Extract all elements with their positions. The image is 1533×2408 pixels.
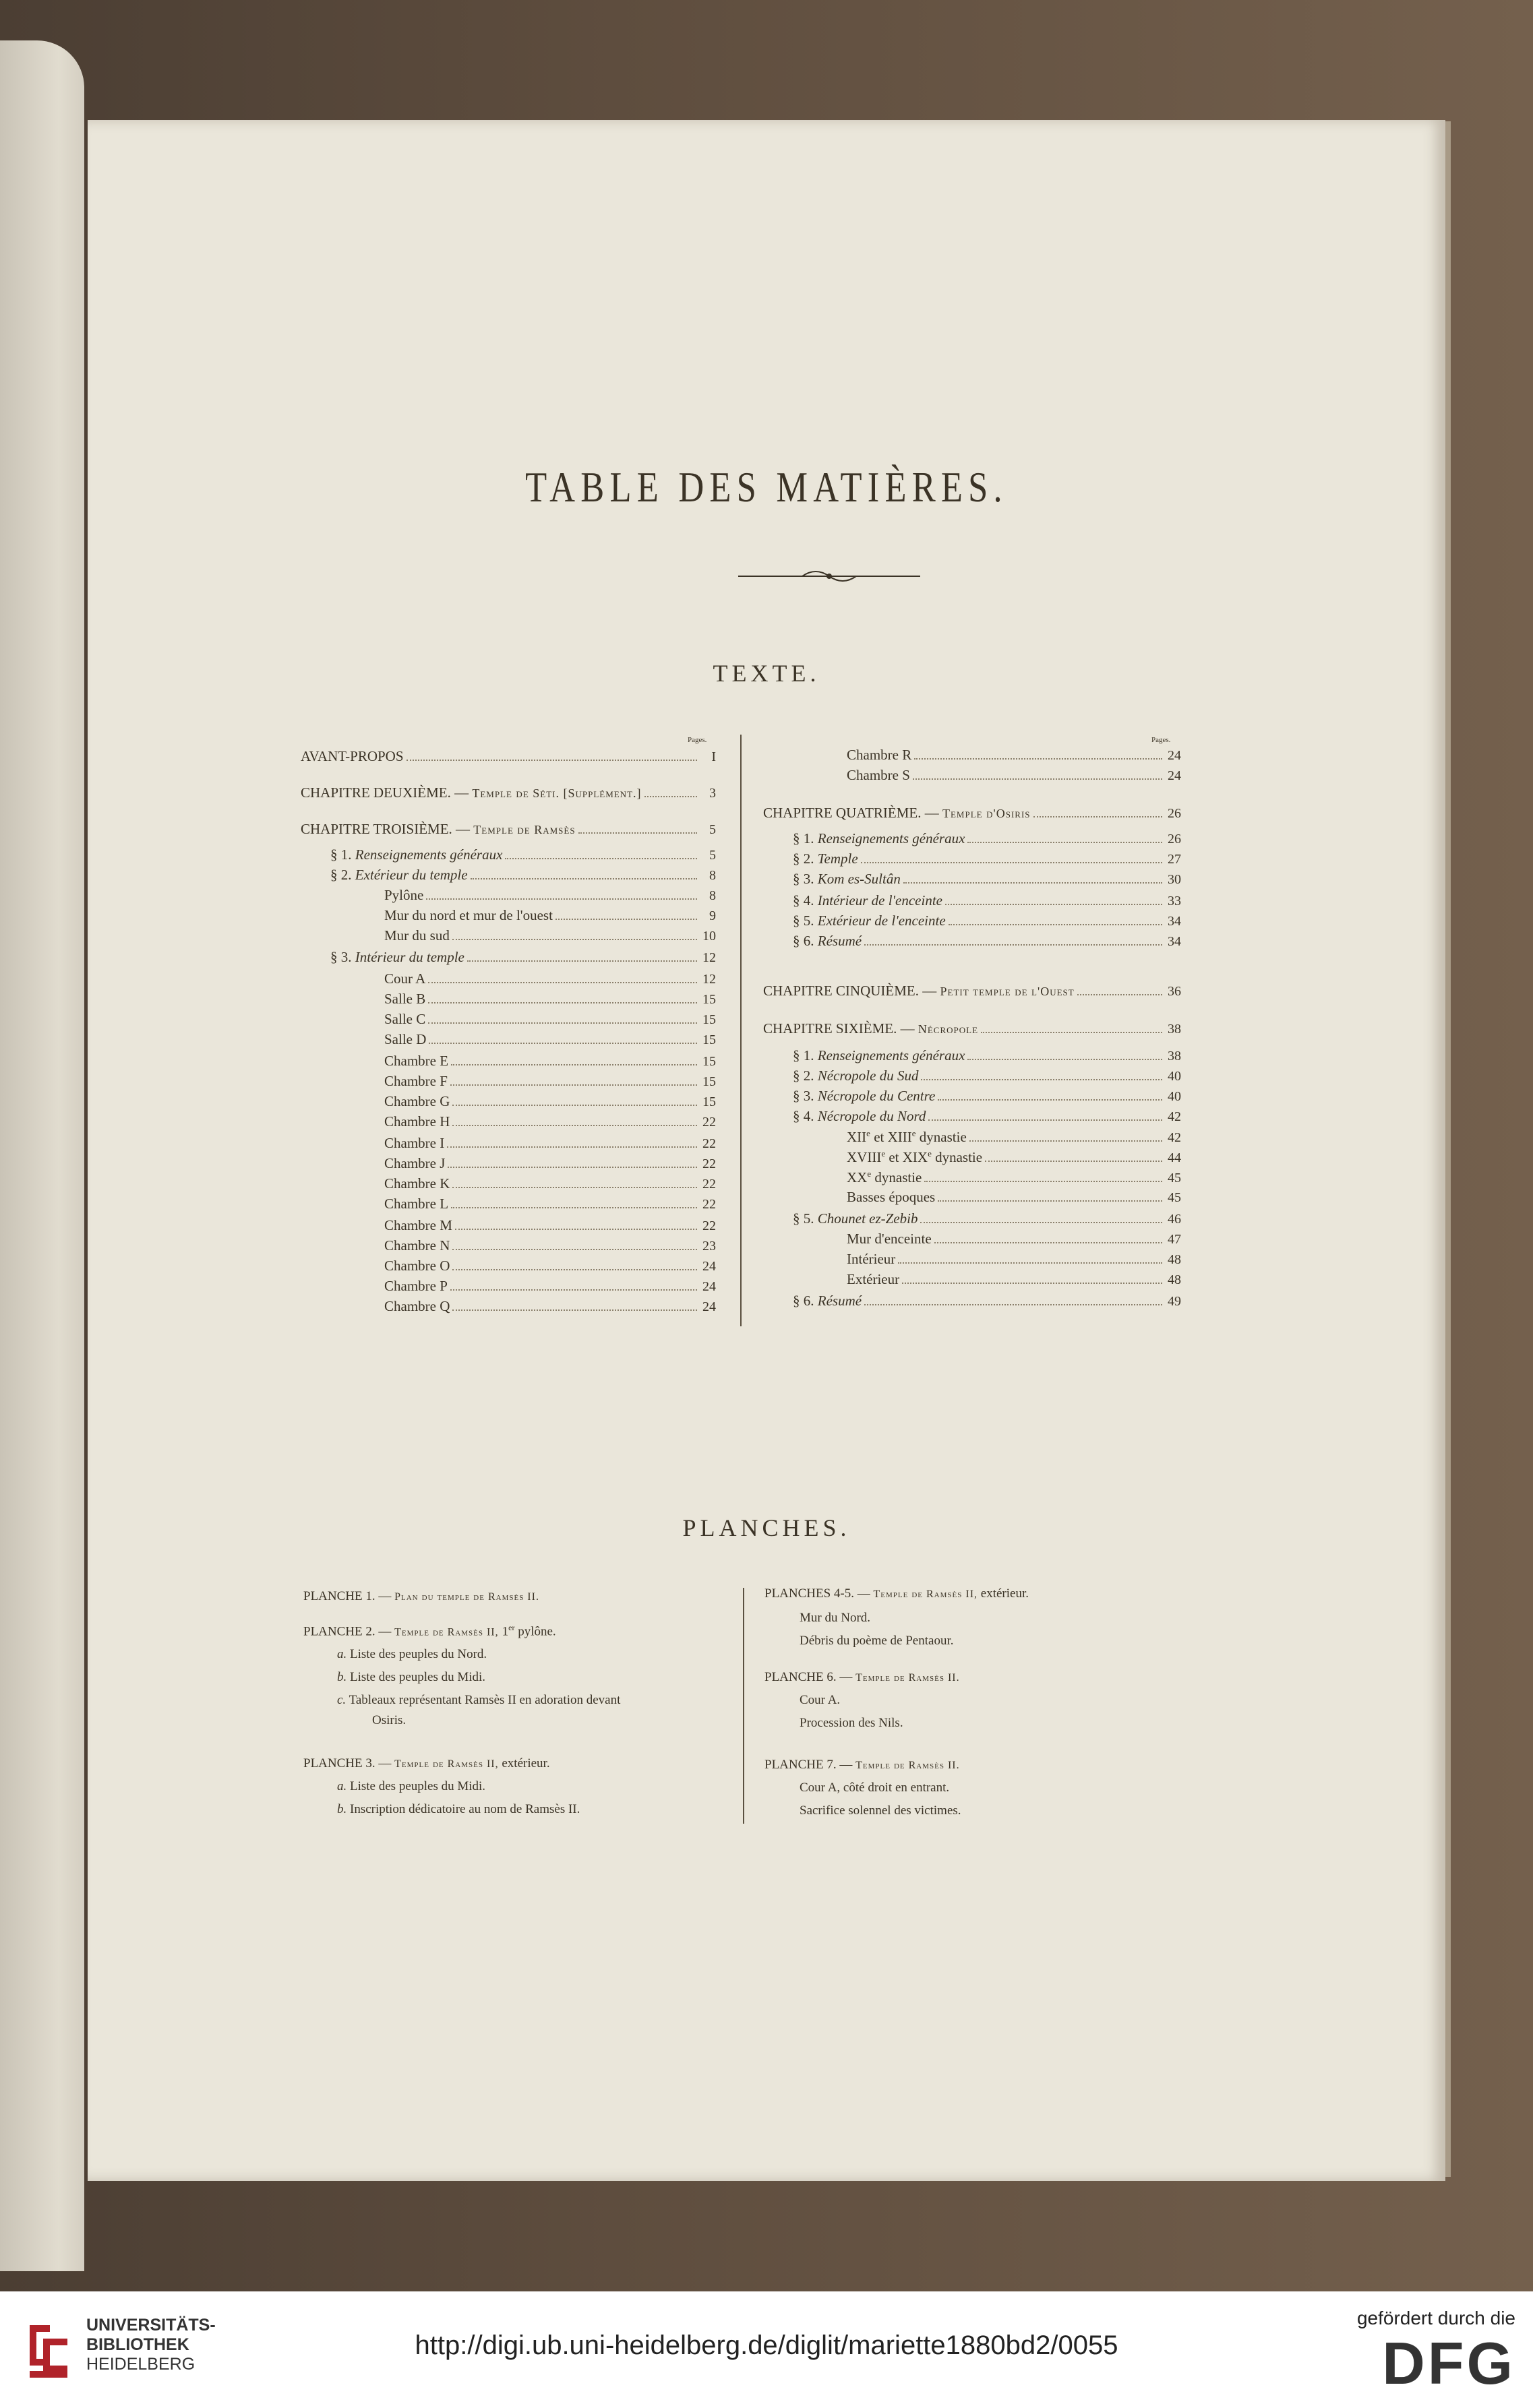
dot-leader [452, 1187, 697, 1188]
toc-right-entry [847, 1189, 1181, 1206]
entry-label: AVANT-PROPOS [301, 748, 404, 764]
dot-leader [898, 1262, 1162, 1264]
toc-right-entry [793, 1068, 1181, 1084]
dot-leader [428, 1022, 697, 1024]
planche-right-line: PLANCHES 4-5. — Temple de Ramsès II, extérieur. [764, 1586, 1029, 1601]
dot-leader [644, 796, 697, 797]
dot-leader [903, 882, 1162, 884]
library-line-2: BIBLIOTHEK [86, 2335, 189, 2354]
toc-left-entry [301, 748, 716, 765]
dot-leader [914, 758, 1162, 760]
dot-leader [913, 778, 1162, 780]
dot-leader [452, 1125, 697, 1126]
entry-page: 22 [702, 1218, 716, 1233]
planche-right-line: Cour A. [800, 1693, 841, 1707]
toc-right-entry [763, 805, 1181, 822]
entry-label: § 3. Nécropole du Centre [793, 1088, 936, 1104]
entry-page: 48 [1168, 1272, 1181, 1287]
dot-leader [861, 862, 1162, 863]
planche-right-line: PLANCHE 7. — Temple de Ramsès II. [764, 1758, 960, 1772]
entry-page: 15 [702, 1012, 716, 1027]
entry-page: 49 [1168, 1294, 1181, 1309]
entry-label: § 1. Renseignements généraux [793, 1047, 965, 1063]
planche-left-line: b. Inscription dédicatoire au nom de Ramsès II. [337, 1802, 580, 1816]
funding-caption: gefördert durch die [1356, 2308, 1515, 2328]
toc-left-entry [384, 1135, 716, 1152]
entry-label: Chambre L [384, 1196, 449, 1212]
dot-leader [452, 939, 697, 940]
entry-page: 15 [702, 1054, 716, 1069]
dot-leader [450, 1289, 697, 1291]
entry-page: 24 [702, 1279, 716, 1294]
toc-left-entry [301, 821, 716, 838]
entry-label: Chambre N [384, 1237, 450, 1254]
dot-leader [967, 842, 1162, 843]
dot-leader [428, 982, 697, 983]
dot-leader [505, 858, 697, 859]
entry-page: 26 [1168, 806, 1181, 821]
entry-page: 38 [1168, 1022, 1181, 1037]
dot-leader [471, 878, 697, 879]
toc-left-entry [384, 1298, 716, 1315]
entry-label: Chambre P [384, 1278, 448, 1294]
pages-label-right: Pages. [1151, 736, 1171, 744]
dot-leader [938, 1200, 1162, 1202]
dot-leader [921, 1079, 1162, 1080]
page-title: TABLE DES MATIÈRES. [525, 463, 1008, 511]
entry-page: 24 [702, 1259, 716, 1274]
footer-bar [0, 2291, 1533, 2408]
dot-leader [938, 1099, 1162, 1101]
dot-leader [864, 944, 1162, 946]
dot-leader [985, 1161, 1162, 1162]
toc-right-entry [793, 871, 1181, 888]
dot-leader [920, 1222, 1162, 1223]
toc-left-entry [384, 1011, 716, 1028]
entry-label: Chambre O [384, 1258, 450, 1274]
toc-right-entry [793, 1293, 1181, 1309]
toc-right-entry [793, 913, 1181, 929]
toc-left-entry [330, 846, 716, 863]
entry-page: 15 [702, 1074, 716, 1089]
planche-right-line: PLANCHE 6. — Temple de Ramsès II. [764, 1670, 960, 1684]
entry-label: Chambre I [384, 1135, 445, 1151]
entry-label: § 1. Renseignements généraux [330, 846, 503, 863]
entry-label: XIIe et XIIIe dynastie [847, 1128, 967, 1145]
entry-label: § 3. Kom es-Sultân [793, 871, 901, 887]
entry-page: 24 [1168, 768, 1181, 783]
toc-right-entry [793, 933, 1181, 950]
entry-label: Mur d'enceinte [847, 1231, 932, 1247]
entry-page: 15 [702, 992, 716, 1007]
entry-page: 22 [702, 1197, 716, 1212]
entry-page: 10 [702, 929, 716, 944]
dot-leader [428, 1002, 697, 1004]
toc-right-entry [793, 851, 1181, 867]
entry-page: 15 [702, 1032, 716, 1047]
planches-heading: PLANCHES. [682, 1514, 851, 1541]
toc-right-entry [763, 1020, 1181, 1037]
entry-page: 22 [702, 1177, 716, 1192]
entry-page: 36 [1168, 984, 1181, 999]
entry-label: Chambre M [384, 1217, 452, 1233]
entry-page: 30 [1168, 872, 1181, 887]
toc-left-entry [384, 1073, 716, 1090]
toc-right-entry [793, 1047, 1181, 1064]
entry-label: § 4. Intérieur de l'enceinte [793, 892, 942, 908]
entry-label: Salle B [384, 991, 426, 1007]
toc-left-entry [384, 970, 716, 987]
dot-leader [451, 1064, 697, 1066]
entry-label: Chambre S [847, 767, 910, 783]
entry-page: 45 [1168, 1171, 1181, 1185]
entry-label: Mur du nord et mur de l'ouest [384, 907, 553, 923]
toc-left-entry [384, 1053, 716, 1070]
entry-label: XVIIIe et XIXe dynastie [847, 1148, 983, 1165]
entry-page: 44 [1168, 1150, 1181, 1165]
toc-left-entry [384, 1196, 716, 1212]
toc-left-entry [330, 867, 716, 884]
entry-page: 5 [709, 822, 716, 837]
planche-right-line: Débris du poème de Pentaour. [800, 1634, 954, 1648]
dot-leader [447, 1146, 697, 1148]
entry-page: 22 [702, 1115, 716, 1130]
entry-label: § 6. Résumé [793, 1293, 862, 1309]
toc-left-entry [384, 907, 716, 924]
entry-label: Mur du sud [384, 927, 450, 944]
planche-right-line: Cour A, côté droit en entrant. [800, 1781, 950, 1795]
toc-right-entry [793, 830, 1181, 847]
entry-label: Chambre J [384, 1155, 446, 1171]
page-edge [1445, 121, 1451, 2177]
entry-label: Chambre E [384, 1053, 449, 1069]
entry-label: CHAPITRE TROISIÈME. — Temple de Ramsès [301, 821, 576, 837]
entry-page: 15 [702, 1094, 716, 1109]
toc-left-entry [384, 1237, 716, 1254]
entry-page: 12 [702, 950, 716, 965]
toc-right-entry [793, 1210, 1181, 1227]
dot-leader [407, 760, 697, 761]
entry-page: 22 [702, 1156, 716, 1171]
dfg-logo: DFG [1382, 2330, 1515, 2397]
dot-leader [452, 1105, 697, 1106]
toc-right-entry [847, 1128, 1181, 1146]
entry-label: CHAPITRE DEUXIÈME. — Temple de Séti. [Supplément.] [301, 784, 642, 801]
dot-leader [864, 1304, 1162, 1305]
entry-label: § 2. Nécropole du Sud [793, 1068, 919, 1084]
planche-left-line: Osiris. [372, 1713, 407, 1727]
entry-label: Chambre F [384, 1073, 448, 1089]
entry-page: 42 [1168, 1109, 1181, 1124]
dot-leader [451, 1207, 697, 1208]
dot-leader [967, 1059, 1162, 1060]
entry-label: CHAPITRE QUATRIÈME. — Temple d'Osiris [763, 805, 1031, 821]
library-line-3: HEIDELBERG [86, 2355, 196, 2374]
dot-leader [450, 1084, 697, 1086]
entry-page: 5 [709, 848, 716, 863]
toc-right-entry [763, 983, 1181, 999]
planche-left-line: PLANCHE 3. — Temple de Ramsès II, extérieur. [303, 1756, 550, 1770]
entry-label: § 6. Résumé [793, 933, 862, 949]
entry-label: Pylône [384, 887, 424, 903]
entry-label: Chambre Q [384, 1298, 450, 1314]
toc-right-entry [847, 1169, 1181, 1186]
toc-right-entry [847, 1271, 1181, 1288]
planche-left-line: a. Liste des peuples du Nord. [337, 1647, 487, 1661]
entry-label: XXe dynastie [847, 1169, 922, 1185]
dot-leader [1077, 994, 1162, 995]
planche-right-line: Procession des Nils. [800, 1716, 903, 1730]
planches-divider [743, 1588, 744, 1824]
toc-right-entry [847, 1148, 1181, 1166]
entry-page: 12 [702, 972, 716, 987]
toc-right-entry [847, 1231, 1181, 1247]
dot-leader [969, 1140, 1162, 1142]
dot-leader [934, 1242, 1162, 1243]
entry-page: 24 [1168, 748, 1181, 763]
dot-leader [448, 1167, 697, 1168]
toc-left-entry [384, 1217, 716, 1234]
entry-label: § 3. Intérieur du temple [330, 949, 464, 965]
entry-page: 33 [1168, 894, 1181, 908]
entry-label: Extérieur [847, 1271, 900, 1287]
entry-page: 48 [1168, 1252, 1181, 1267]
entry-label: Intérieur [847, 1251, 896, 1267]
toc-right-entry [793, 892, 1181, 909]
toc-left-entry [384, 1278, 716, 1295]
entry-page: 22 [702, 1136, 716, 1151]
entry-page: I [711, 749, 716, 764]
planche-left-line: a. Liste des peuples du Midi. [337, 1779, 486, 1793]
toc-left-entry [384, 1093, 716, 1110]
entry-page: 3 [709, 786, 716, 801]
dot-leader [452, 1309, 697, 1311]
entry-label: Chambre R [847, 747, 912, 763]
toc-left-entry [384, 1155, 716, 1172]
toc-left-entry [384, 1258, 716, 1274]
pages-label-left: Pages. [688, 736, 707, 744]
entry-page: 8 [709, 868, 716, 883]
toc-left-entry [384, 991, 716, 1008]
dot-leader [455, 1229, 697, 1230]
entry-label: Chambre K [384, 1175, 450, 1192]
source-url-link[interactable]: http://digi.ub.uni-heidelberg.de/diglit/mariette1880bd2/0055 [415, 2330, 1118, 2360]
texte-heading: TEXTE. [713, 660, 820, 687]
dot-leader [1033, 816, 1162, 817]
entry-label: § 5. Chounet ez-Zebib [793, 1210, 918, 1227]
toc-right-entry [847, 767, 1181, 784]
planche-right-line: Sacrifice solennel des victimes. [800, 1803, 961, 1818]
dot-leader [578, 832, 697, 834]
entry-label: CHAPITRE CINQUIÈME. — Petit temple de l'Ouest [763, 983, 1075, 999]
entry-label: § 4. Nécropole du Nord [793, 1108, 926, 1124]
entry-page: 9 [709, 908, 716, 923]
toc-left-entry [301, 784, 716, 801]
dot-leader [555, 919, 697, 920]
entry-page: 26 [1168, 832, 1181, 846]
toc-right-entry [793, 1108, 1181, 1125]
entry-page: 23 [702, 1239, 716, 1254]
entry-page: 40 [1168, 1069, 1181, 1084]
dot-leader [928, 1119, 1162, 1121]
entry-page: 46 [1168, 1212, 1181, 1227]
left-page-edge [0, 40, 84, 2271]
toc-left-entry [384, 1113, 716, 1130]
entry-page: 24 [702, 1299, 716, 1314]
library-line-1: UNIVERSITÄTS- [86, 2316, 216, 2335]
planche-left-line: b. Liste des peuples du Midi. [337, 1670, 486, 1684]
dot-leader [945, 904, 1162, 905]
entry-label: Chambre H [384, 1113, 450, 1130]
entry-page: 27 [1168, 852, 1181, 867]
toc-right-entry [847, 747, 1181, 764]
toc-left-entry [384, 1175, 716, 1192]
dot-leader [429, 1043, 697, 1044]
toc-left-entry [384, 927, 716, 944]
entry-label: § 1. Renseignements généraux [793, 830, 965, 846]
entry-label: CHAPITRE SIXIÈME. — Nécropole [763, 1020, 979, 1037]
entry-page: 47 [1168, 1232, 1181, 1247]
entry-page: 38 [1168, 1049, 1181, 1063]
dot-leader [452, 1269, 697, 1270]
book-page [88, 120, 1445, 2181]
entry-page: 8 [709, 888, 716, 903]
toc-right-entry [793, 1088, 1181, 1105]
ornament-icon [738, 566, 920, 586]
toc-left-entry [384, 887, 716, 904]
planche-right-line: Mur du Nord. [800, 1611, 871, 1625]
dot-leader [467, 960, 697, 962]
dot-leader [924, 1181, 1162, 1182]
entry-label: Cour A [384, 970, 426, 987]
entry-label: § 5. Extérieur de l'enceinte [793, 913, 946, 929]
entry-label: Basses époques [847, 1189, 936, 1205]
dot-leader [452, 1249, 697, 1250]
planche-left-line: c. Tableaux représentant Ramsès II en adoration devant [337, 1693, 621, 1707]
dot-leader [426, 898, 697, 900]
dot-leader [981, 1032, 1162, 1033]
toc-left-entry [330, 949, 716, 966]
entry-page: 45 [1168, 1190, 1181, 1205]
dot-leader [949, 924, 1162, 925]
entry-label: § 2. Temple [793, 851, 858, 867]
entry-label: Salle C [384, 1011, 426, 1027]
entry-label: Chambre G [384, 1093, 450, 1109]
planche-left-line: PLANCHE 1. — Plan du temple de Ramsès II. [303, 1589, 539, 1603]
entry-page: 34 [1168, 934, 1181, 949]
toc-left-entry [384, 1031, 716, 1048]
entry-page: 40 [1168, 1089, 1181, 1104]
entry-label: § 2. Extérieur du temple [330, 867, 468, 883]
column-divider [740, 735, 742, 1326]
toc-right-entry [847, 1251, 1181, 1268]
entry-page: 42 [1168, 1130, 1181, 1145]
entry-label: Salle D [384, 1031, 427, 1047]
dot-leader [902, 1283, 1162, 1284]
planche-left-line: PLANCHE 2. — Temple de Ramsès II, 1er pylône. [303, 1623, 556, 1639]
entry-page: 34 [1168, 914, 1181, 929]
